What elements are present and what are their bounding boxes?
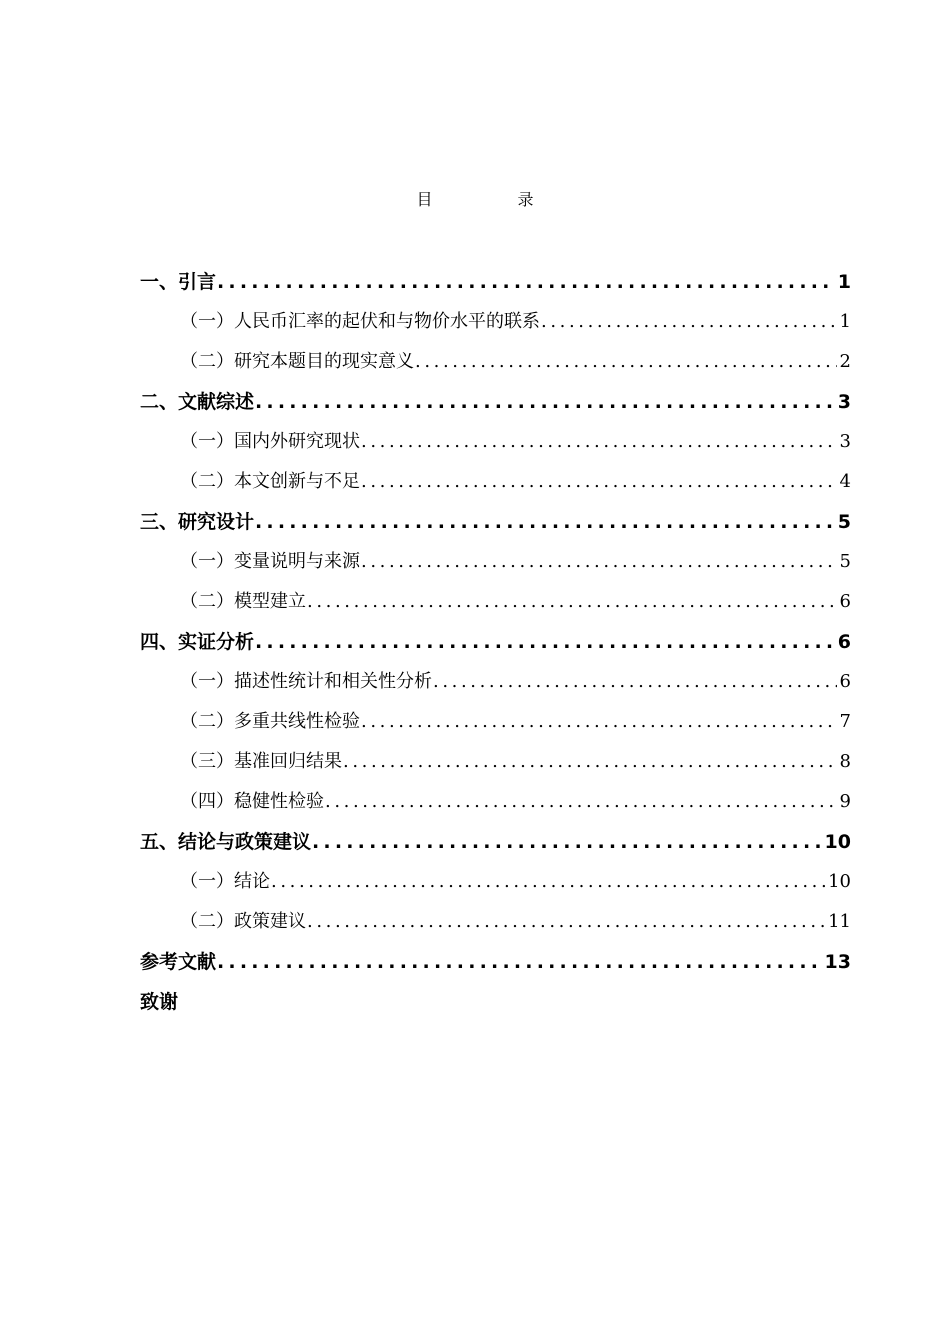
- toc-section-11[interactable]: [140, 702, 851, 742]
- toc-entry-page: 6: [839, 671, 851, 692]
- toc-entry-page: 7: [839, 711, 851, 732]
- toc-entry-label: 五、结论与政策建议: [140, 831, 312, 853]
- toc-entry-page: 3: [837, 391, 851, 413]
- toc-entry-page: 5: [839, 551, 851, 572]
- toc-section-7[interactable]: [140, 542, 851, 582]
- toc-chapter-9[interactable]: [140, 622, 851, 662]
- dot-leader: [361, 422, 837, 462]
- toc-entry-page: 1: [837, 271, 851, 293]
- toc-entry-label: 二、文献综述: [140, 391, 255, 413]
- toc-entry-label: 一、引言: [140, 271, 217, 293]
- toc-entry-label: （二）本文创新与不足: [180, 471, 360, 492]
- toc-entry-page: 8: [839, 751, 851, 772]
- toc-entry-page: 4: [839, 471, 851, 492]
- dot-leader: [307, 582, 837, 622]
- dot-leader: [343, 742, 837, 782]
- dot-leader: [255, 622, 835, 662]
- toc-entry-label: （一）国内外研究现状: [180, 431, 360, 452]
- toc-section-5[interactable]: [140, 462, 851, 502]
- dot-leader: [325, 782, 837, 822]
- toc-entry-page: 9: [839, 791, 851, 812]
- toc-entry-page: 5: [837, 511, 851, 533]
- toc-entry-page: 6: [839, 591, 851, 612]
- toc-entry-label: （一）描述性统计和相关性分析: [180, 671, 432, 692]
- toc-entry-label: 四、实证分析: [140, 631, 255, 653]
- table-of-contents: [140, 262, 851, 1022]
- toc-section-10[interactable]: [140, 662, 851, 702]
- dot-leader: [271, 862, 825, 902]
- toc-entry-label: （一）变量说明与来源: [180, 551, 360, 572]
- toc-entry-label: （一）人民币汇率的起伏和与物价水平的联系: [180, 311, 540, 332]
- toc-entry-page: 1: [839, 311, 851, 332]
- toc-entry-page: 3: [839, 431, 851, 452]
- toc-entry-page: 10: [824, 831, 851, 853]
- toc-section-1[interactable]: [140, 302, 851, 342]
- toc-entry-label: （二）多重共线性检验: [180, 711, 360, 732]
- toc-chapter-17[interactable]: [140, 942, 851, 982]
- dot-leader: [307, 902, 825, 942]
- dot-leader: [361, 462, 837, 502]
- dot-leader: [217, 942, 822, 982]
- toc-entry-page: 11: [828, 911, 851, 932]
- dot-leader: [217, 262, 835, 302]
- toc-entry-label: （三）基准回归结果: [180, 751, 342, 772]
- dot-leader: [361, 542, 837, 582]
- toc-section-16[interactable]: [140, 902, 851, 942]
- dot-leader: [361, 702, 837, 742]
- toc-chapter-6[interactable]: [140, 502, 851, 542]
- toc-section-12[interactable]: [140, 742, 851, 782]
- toc-chapter-3[interactable]: [140, 382, 851, 422]
- dot-leader: [312, 822, 822, 862]
- dot-leader: [541, 302, 837, 342]
- toc-section-15[interactable]: [140, 862, 851, 902]
- dot-leader: [255, 502, 835, 542]
- dot-leader: [433, 662, 837, 702]
- toc-entry-label: 三、研究设计: [140, 511, 255, 533]
- toc-entry-label: （二）政策建议: [180, 911, 306, 932]
- toc-title: 目 录: [416, 190, 574, 209]
- toc-entry-page: 10: [828, 871, 851, 892]
- toc-entry-label: （二）模型建立: [180, 591, 306, 612]
- toc-chapter-14[interactable]: [140, 822, 851, 862]
- toc-entry-page: 6: [837, 631, 851, 653]
- toc-section-2[interactable]: [140, 342, 851, 382]
- toc-entry-label: 参考文献: [140, 951, 217, 973]
- toc-section-13[interactable]: [140, 782, 851, 822]
- toc-entry-label: （二）研究本题目的现实意义: [180, 351, 414, 372]
- toc-entry-label: （一）结论: [180, 871, 270, 892]
- toc-section-4[interactable]: [140, 422, 851, 462]
- toc-entry-page: 13: [824, 951, 851, 973]
- toc-chapter-18[interactable]: [140, 982, 851, 1022]
- toc-entry-label: （四）稳健性检验: [180, 791, 324, 812]
- dot-leader: [415, 342, 837, 382]
- dot-leader: [255, 382, 835, 422]
- toc-chapter-0[interactable]: [140, 262, 851, 302]
- toc-section-8[interactable]: [140, 582, 851, 622]
- toc-entry-label: 致谢: [140, 991, 179, 1013]
- toc-entry-page: 2: [839, 351, 851, 372]
